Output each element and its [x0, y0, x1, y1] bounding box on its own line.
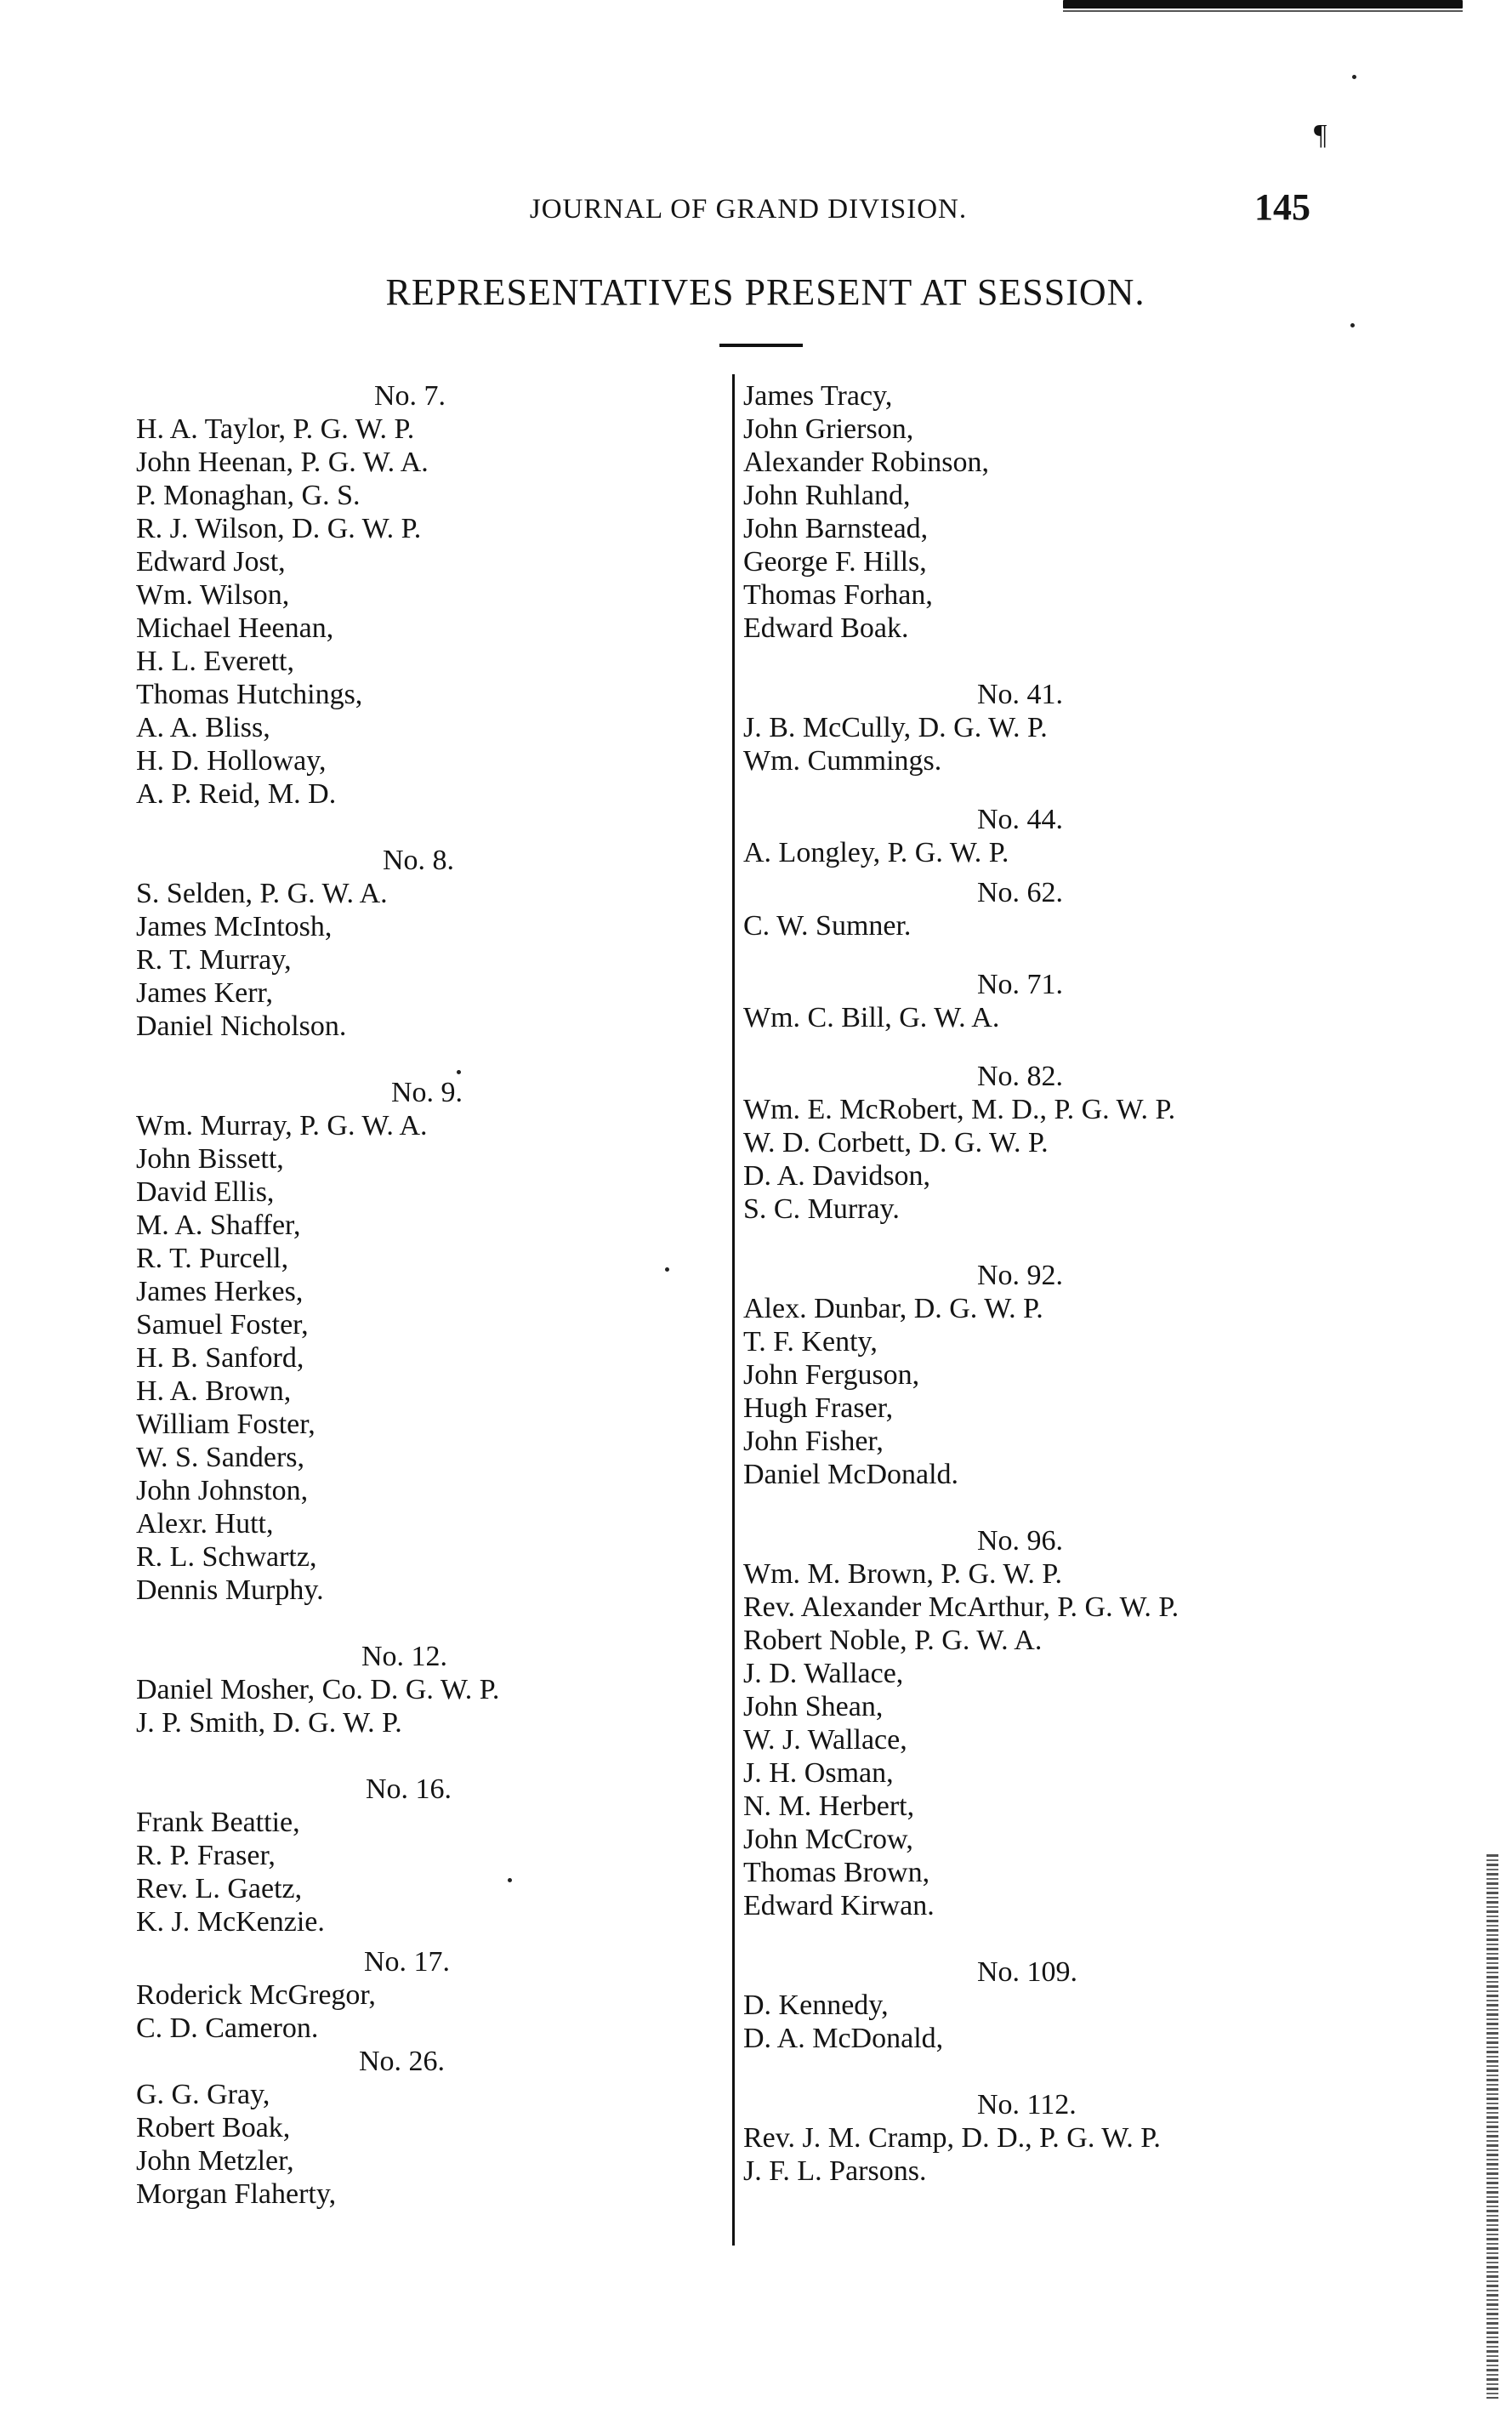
running-head: JOURNAL OF GRAND DIVISION. — [529, 194, 968, 225]
representative-entry: G. G. Gray, — [136, 2079, 270, 2110]
division-heading: No. 62. — [977, 877, 1064, 908]
representative-entry: Roderick McGregor, — [136, 1979, 376, 2011]
representative-entry: Wm. Wilson, — [136, 579, 290, 611]
division-section — [743, 1524, 1424, 1922]
representative-entry: W. J. Wallace, — [743, 1724, 907, 1756]
division-heading: No. 71. — [977, 969, 1064, 1000]
representative-entry: Edward Kirwan. — [743, 1890, 935, 1921]
division-heading: No. 17. — [364, 1946, 451, 1978]
representative-entry: R. J. Wilson, D. G. W. P. — [136, 513, 422, 544]
representative-entry: Morgan Flaherty, — [136, 2178, 337, 2210]
representative-entry: A. P. Reid, M. D. — [136, 778, 337, 810]
representative-entry: David Ellis, — [136, 1176, 275, 1208]
representative-entry: Rev. Alexander McArthur, P. G. W. P. — [743, 1591, 1179, 1623]
left-column — [136, 379, 714, 2211]
representative-entry: George F. Hills, — [743, 546, 927, 578]
division-heading: No. 112. — [977, 2089, 1077, 2120]
page-title: REPRESENTATIVES PRESENT AT SESSION. — [385, 271, 1145, 313]
representative-entry: John Grierson, — [743, 413, 914, 445]
representative-entry: Alexr. Hutt, — [136, 1508, 274, 1540]
representative-entry: S. C. Murray. — [743, 1193, 900, 1225]
representative-entry: Michael Heenan, — [136, 612, 334, 644]
print-speck — [508, 1878, 512, 1882]
representative-entry: Robert Boak, — [136, 2112, 291, 2143]
division-section — [743, 678, 1424, 777]
representative-entry: John Ferguson, — [743, 1359, 920, 1391]
column-divider — [732, 374, 735, 2246]
representative-entry: John Metzler, — [136, 2145, 294, 2177]
representative-entry: D. A. Davidson, — [743, 1160, 931, 1192]
representative-entry: James Herkes, — [136, 1276, 304, 1307]
representative-entry: S. Selden, P. G. W. A. — [136, 878, 388, 909]
representative-entry: C. W. Sumner. — [743, 910, 912, 942]
division-section — [136, 1773, 714, 1938]
representative-entry: John Shean, — [743, 1691, 884, 1722]
division-heading: No. 41. — [977, 679, 1064, 710]
representative-entry: Dennis Murphy. — [136, 1574, 324, 1606]
division-section — [136, 1076, 714, 1607]
representative-entry: James Kerr, — [136, 977, 274, 1009]
representative-entry: Wm. Murray, P. G. W. A. — [136, 1110, 428, 1141]
representative-entry: John Heenan, P. G. W. A. — [136, 447, 429, 478]
division-section — [136, 379, 714, 811]
representative-entry: Edward Jost, — [136, 546, 286, 578]
representative-entry: H. B. Sanford, — [136, 1342, 304, 1374]
representative-entry: John Bissett, — [136, 1143, 284, 1175]
representative-entry: Thomas Hutchings, — [136, 679, 363, 710]
representative-entry: John Barnstead, — [743, 513, 929, 544]
division-heading: No. 7. — [374, 380, 446, 412]
division-section — [743, 803, 1424, 869]
representative-entry: R. T. Purcell, — [136, 1243, 289, 1274]
page-number: 145 — [1254, 186, 1310, 228]
representative-entry: P. Monaghan, G. S. — [136, 480, 361, 511]
representative-entry: Robert Noble, P. G. W. A. — [743, 1625, 1043, 1656]
division-section-continued — [743, 379, 1424, 645]
top-edge-rule-thin — [1063, 10, 1463, 12]
division-heading: No. 16. — [366, 1773, 452, 1805]
print-speck — [665, 1267, 669, 1272]
division-heading: No. 96. — [977, 1525, 1064, 1557]
division-section — [743, 2088, 1424, 2188]
representative-entry: M. A. Shaffer, — [136, 1210, 301, 1241]
division-heading: No. 8. — [383, 845, 455, 876]
division-section — [136, 844, 714, 1043]
representative-entry: R. L. Schwartz, — [136, 1541, 317, 1573]
representative-entry: T. F. Kenty, — [743, 1326, 878, 1358]
representative-entry: Alex. Dunbar, D. G. W. P. — [743, 1293, 1043, 1324]
representative-entry: W. S. Sanders, — [136, 1442, 305, 1473]
division-heading: No. 12. — [361, 1641, 448, 1672]
division-section — [743, 1259, 1424, 1491]
representative-entry: John McCrow, — [743, 1824, 913, 1855]
representative-entry: Wm. M. Brown, P. G. W. P. — [743, 1558, 1063, 1590]
binding-edge-artifact — [1486, 1854, 1498, 2399]
division-section — [136, 1640, 714, 1739]
division-section — [743, 1955, 1424, 2055]
representative-entry: William Foster, — [136, 1409, 315, 1440]
division-heading: No. 82. — [977, 1061, 1064, 1092]
representative-entry: N. M. Herbert, — [743, 1790, 915, 1822]
division-heading: No. 9. — [391, 1077, 463, 1108]
title-rule — [719, 344, 803, 347]
representative-entry: D. Kennedy, — [743, 1990, 889, 2021]
representative-entry: Rev. J. M. Cramp, D. D., P. G. W. P. — [743, 2122, 1161, 2154]
representative-entry: R. P. Fraser, — [136, 1840, 276, 1871]
division-heading: No. 44. — [977, 804, 1064, 835]
representative-entry: J. F. L. Parsons. — [743, 2155, 927, 2187]
print-speck — [1350, 323, 1355, 327]
representative-entry: R. T. Murray, — [136, 944, 292, 976]
print-speck — [457, 1070, 461, 1074]
division-heading: No. 109. — [977, 1956, 1078, 1988]
representative-entry: Alexander Robinson, — [743, 447, 989, 478]
representative-entry: Wm. C. Bill, G. W. A. — [743, 1002, 1000, 1033]
representative-entry: J. P. Smith, D. G. W. P. — [136, 1707, 402, 1739]
representative-entry: H. D. Holloway, — [136, 745, 327, 777]
representative-entry: James McIntosh, — [136, 911, 333, 942]
representative-entry: J. H. Osman, — [743, 1757, 894, 1789]
representative-entry: J. B. McCully, D. G. W. P. — [743, 712, 1048, 743]
representative-entry: Frank Beattie, — [136, 1807, 300, 1838]
representative-entry: Daniel McDonald. — [743, 1459, 959, 1490]
representative-entry: J. D. Wallace, — [743, 1658, 904, 1689]
representative-entry: Daniel Nicholson. — [136, 1010, 347, 1042]
representative-entry: H. L. Everett, — [136, 646, 294, 677]
representative-entry: Rev. L. Gaetz, — [136, 1873, 303, 1904]
representative-entry: Thomas Brown, — [743, 1857, 930, 1888]
print-speck — [1352, 75, 1356, 79]
representative-entry: Edward Boak. — [743, 612, 909, 644]
top-edge-rule — [1063, 0, 1463, 9]
representative-entry: D. A. McDonald, — [743, 2023, 944, 2054]
representative-entry: K. J. McKenzie. — [136, 1906, 325, 1938]
representative-entry: Samuel Foster, — [136, 1309, 309, 1341]
right-column — [743, 379, 1424, 2188]
representative-entry: John Fisher, — [743, 1426, 884, 1457]
representative-entry: Thomas Forhan, — [743, 579, 933, 611]
page-mark: ¶ — [1314, 119, 1327, 151]
representative-entry: Wm. E. McRobert, M. D., P. G. W. P. — [743, 1094, 1176, 1125]
division-section — [743, 876, 1424, 942]
division-section — [136, 1945, 714, 2045]
representative-entry: John Johnston, — [136, 1475, 309, 1506]
division-section — [743, 1060, 1424, 1226]
division-section — [136, 2045, 714, 2211]
division-section — [743, 968, 1424, 1034]
representative-entry: Daniel Mosher, Co. D. G. W. P. — [136, 1674, 500, 1705]
representative-entry: James Tracy, — [743, 380, 893, 412]
representative-entry: A. A. Bliss, — [136, 712, 270, 743]
representative-entry: H. A. Taylor, P. G. W. P. — [136, 413, 415, 445]
division-heading: No. 26. — [359, 2046, 446, 2077]
representative-entry: Hugh Fraser, — [743, 1392, 894, 1424]
representative-entry: Wm. Cummings. — [743, 745, 942, 777]
representative-entry: A. Longley, P. G. W. P. — [743, 837, 1009, 868]
division-heading: No. 92. — [977, 1260, 1064, 1291]
representative-entry: W. D. Corbett, D. G. W. P. — [743, 1127, 1049, 1158]
representative-entry: John Ruhland, — [743, 480, 911, 511]
representative-entry: C. D. Cameron. — [136, 2012, 319, 2044]
representative-entry: H. A. Brown, — [136, 1375, 292, 1407]
